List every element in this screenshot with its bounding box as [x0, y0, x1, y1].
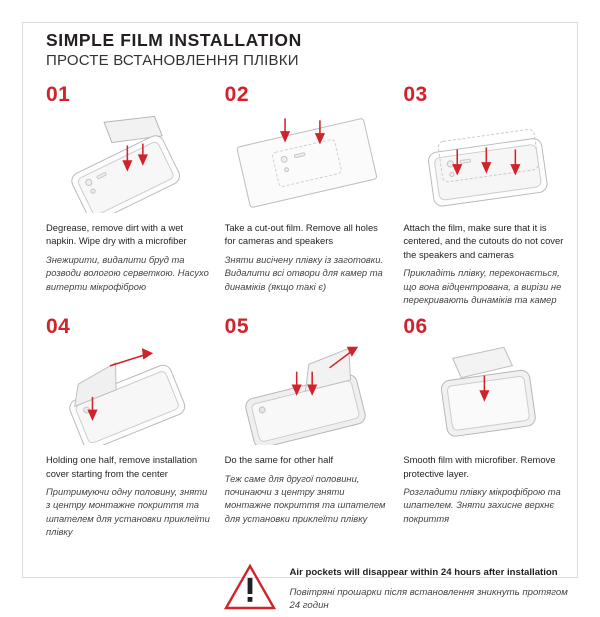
step-caption-en: Degrease, remove dirt with a wet napkin. Wipe dry with a microfiber	[46, 222, 187, 247]
step-05	[225, 316, 390, 538]
step-number: 01	[46, 83, 71, 107]
step-06	[403, 316, 568, 538]
step-02	[225, 84, 390, 306]
footer-note	[46, 562, 568, 612]
step-caption-en: Attach the film, make sure that it is centered, and the cutouts do not cover the speakers and cameras	[403, 222, 564, 260]
step-caption-en: Do the same for other half	[224, 454, 334, 466]
page-title-en: SIMPLE FILM INSTALLATION	[46, 30, 302, 50]
step-caption-uk: Знежирити, видалити бруд та розводи вологою серветкою. Насухо витерти мікрофіброю	[46, 253, 209, 292]
step-caption-uk: Зняти висічену плівку із заготовки. Видалити всі отвори для камер та динаміків (якщо такі є)	[224, 253, 384, 292]
step-caption-uk: Теж саме для другої половини, починаючи з центру зняти монтажне покриття та шпателем для установки приклеїти плівку	[224, 472, 386, 524]
step-number: 03	[403, 83, 428, 107]
page-title-uk: ПРОСТЕ ВСТАНОВЛЕННЯ ПЛІВКИ	[46, 52, 299, 70]
step-illustration-peel-other-half	[225, 341, 390, 445]
footer-text	[289, 562, 568, 612]
step-caption-uk: Притримуючи одну половину, зняти з центру монтажне покриття та шпателем для установки приклеїти плівку	[46, 485, 210, 537]
step-illustration-smooth-with-microfiber	[403, 341, 568, 445]
step-03	[403, 84, 568, 306]
step-number: 05	[224, 315, 250, 339]
header	[46, 30, 568, 70]
step-caption-en: Take a cut-out film. Remove all holes for cameras and speakers	[224, 222, 378, 247]
step-illustration-peel-half-cover	[46, 341, 211, 445]
step-caption-uk: Прикладіть плівку, переконається, що вона відцентрована, а вирізи не перекривають динаміків та камер	[403, 267, 562, 305]
steps-grid	[46, 84, 568, 538]
footer-note-uk: Повітряні прошарки після встановлення зникнуть протягом 24 годин	[289, 586, 568, 612]
step-illustration-film-sheet-with-cutouts	[225, 109, 390, 213]
step-illustration-film-aligned-on-phone	[403, 109, 568, 213]
warning-exclamation-icon	[223, 562, 277, 612]
step-caption-uk: Розгладити плівку мікрофіброю та шпателем. Зняти захисне верхнє покриття	[403, 485, 561, 524]
footer-note-en: Air pockets will disappear within 24 hours after installation	[289, 567, 558, 579]
step-01	[46, 84, 211, 306]
step-number: 06	[403, 315, 428, 339]
step-caption-en: Holding one half, remove installation cover starting from the center	[46, 454, 198, 479]
step-number: 04	[46, 315, 71, 339]
step-number: 02	[224, 83, 250, 107]
step-caption-en: Smooth film with microfiber. Remove protective layer.	[403, 454, 556, 479]
step-illustration-phone-with-wipe	[46, 109, 211, 213]
step-04	[46, 316, 211, 538]
